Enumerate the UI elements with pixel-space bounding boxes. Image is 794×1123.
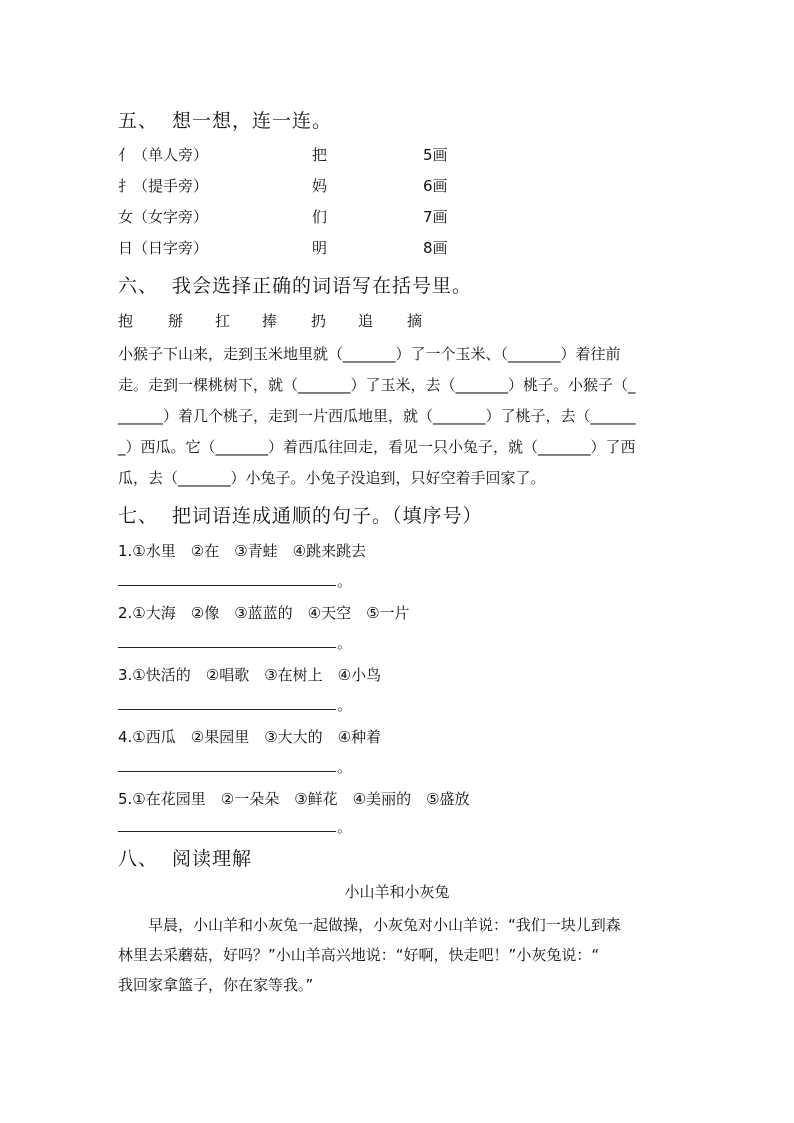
answer-line[interactable]	[118, 709, 336, 710]
section8-number: 八、	[118, 848, 159, 870]
passage-line: 我回家拿篮子，你在家等我。”	[118, 976, 314, 994]
stroke-count-item: 7画	[423, 208, 448, 226]
period-mark: 。	[337, 818, 353, 836]
passage-line: 走。走到一棵桃树下，就（_______）了玉米，去（_______）桃子。小猴子（_	[118, 376, 636, 394]
story-title: 小山羊和小灰兔	[344, 883, 450, 901]
stroke-count-item: 5画	[423, 146, 448, 164]
word-list: 4.①西瓜 ②果园里 ③大大的 ④种着	[118, 728, 382, 746]
section5-title: 想一想，连一连。	[172, 110, 333, 132]
word-option: 掰	[168, 312, 184, 330]
answer-line[interactable]	[118, 831, 336, 832]
section5-number: 五、	[118, 110, 159, 132]
period-mark: 。	[337, 758, 353, 776]
radical-item: 女（女字旁）	[118, 208, 209, 226]
word-option: 扛	[215, 312, 231, 330]
passage-line: 瓜，去（_______）小兔子。小兔子没追到，只好空着手回家了。	[118, 469, 546, 487]
passage-line: 小猴子下山来，走到玉米地里就（_______）了一个玉米、（_______）着往前	[118, 345, 621, 363]
word-option: 扔	[311, 312, 327, 330]
section8-title: 阅读理解	[172, 848, 253, 870]
word-option: 抱	[118, 312, 134, 330]
section6-number: 六、	[118, 275, 159, 297]
word-option: 摘	[407, 312, 423, 330]
section6-title: 我会选择正确的词语写在括号里。	[172, 275, 473, 297]
section7-heading	[118, 501, 483, 528]
character-item: 把	[312, 146, 328, 164]
answer-line[interactable]	[118, 647, 336, 648]
character-item: 妈	[312, 177, 328, 195]
passage-line: ______）着几个桃子，走到一片西瓜地里，就（_______）了桃子，去（______	[118, 407, 636, 425]
section6-heading	[118, 271, 472, 298]
period-mark: 。	[337, 634, 353, 652]
word-list: 5.①在花园里 ②一朵朵 ③鲜花 ④美丽的 ⑤盛放	[118, 790, 470, 808]
character-item: 明	[312, 239, 328, 257]
answer-line[interactable]	[118, 585, 336, 586]
radical-item: 日（日字旁）	[118, 239, 209, 257]
word-list: 1.①水里 ②在 ③青蛙 ④跳来跳去	[118, 542, 367, 560]
period-mark: 。	[337, 572, 353, 590]
passage-line: _）西瓜。它（_______）着西瓜往回走，看见一只小兔子，就（_______）了西	[118, 438, 636, 456]
character-item: 们	[312, 208, 328, 226]
passage-line: 早晨，小山羊和小灰兔一起做操，小灰兔对小山羊说：“我们一块儿到森	[118, 916, 621, 934]
stroke-count-item: 6画	[423, 177, 448, 195]
stroke-count-item: 8画	[423, 239, 448, 257]
radical-item: 扌（提手旁）	[118, 177, 209, 195]
section7-number: 七、	[118, 505, 159, 527]
word-list: 2.①大海 ②像 ③蓝蓝的 ④天空 ⑤一片	[118, 604, 410, 622]
radical-item: 亻（单人旁）	[118, 146, 209, 164]
word-option: 追	[358, 312, 374, 330]
period-mark: 。	[337, 696, 353, 714]
answer-line[interactable]	[118, 771, 336, 772]
section7-title: 把词语连成通顺的句子。（填序号）	[172, 505, 483, 527]
section5-heading	[118, 106, 332, 133]
word-option: 捧	[262, 312, 278, 330]
section8-heading	[118, 844, 252, 871]
word-list: 3.①快活的 ②唱歌 ③在树上 ④小鸟	[118, 666, 382, 684]
passage-line: 林里去采蘑菇，好吗？”小山羊高兴地说：“好啊，快走吧！”小灰兔说：“	[118, 946, 600, 964]
